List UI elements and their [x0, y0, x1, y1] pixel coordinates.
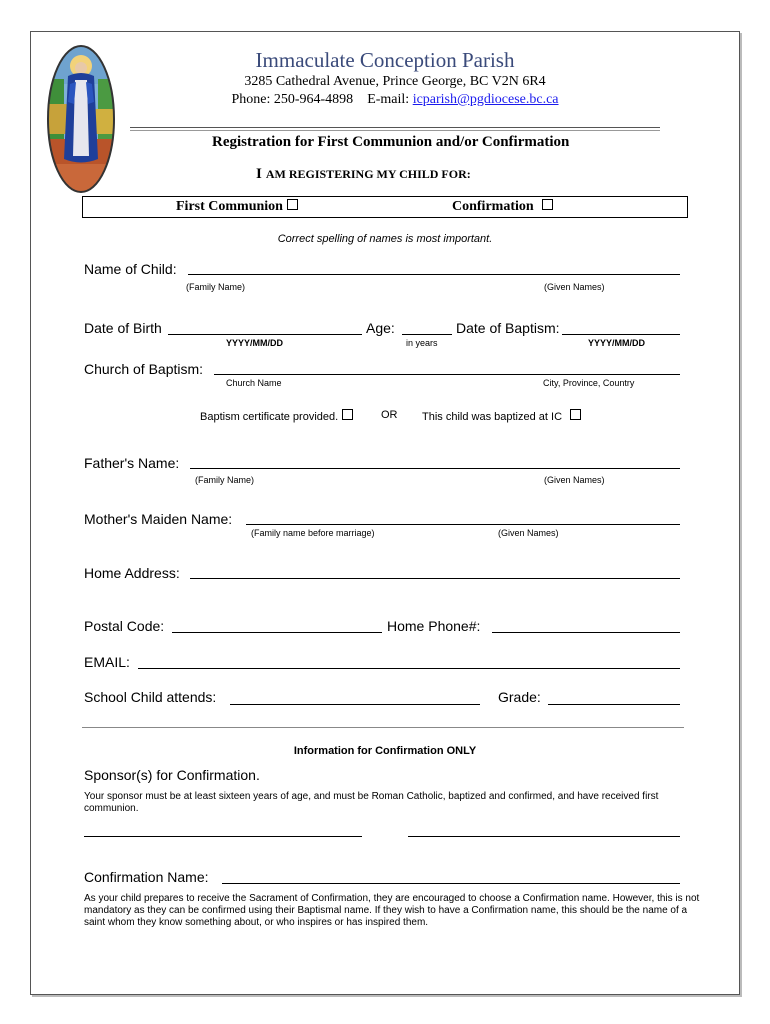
home-address-field[interactable]: [190, 578, 680, 579]
father-name-label: Father's Name:: [84, 455, 180, 471]
mother-name-label: Mother's Maiden Name:: [84, 511, 233, 527]
first-communion-checkbox[interactable]: [287, 199, 298, 210]
church-name-hint: Church Name: [226, 378, 282, 388]
email-link[interactable]: icparish@pgdiocese.bc.ca: [412, 92, 559, 107]
baptism-cert-label: Baptism certificate provided.: [200, 411, 339, 423]
first-communion-label: First Communion: [176, 199, 283, 214]
baptism-date-field[interactable]: [562, 334, 680, 335]
baptism-format-hint: YYYY/MM/DD: [588, 338, 646, 348]
father-given-hint: (Given Names): [544, 475, 605, 485]
confirmation-name-label: Confirmation Name:: [84, 869, 209, 885]
confirmation-name-field[interactable]: [222, 883, 680, 884]
church-place-hint: City, Province, Country: [543, 378, 635, 388]
home-phone-field[interactable]: [492, 632, 680, 633]
email-field[interactable]: [138, 668, 680, 669]
grade-label: Grade:: [498, 689, 541, 705]
email-label: E-mail:: [367, 92, 410, 107]
first-communion-option[interactable]: [176, 199, 298, 215]
options-box: [82, 196, 688, 218]
father-family-hint: (Family Name): [195, 475, 255, 485]
age-hint: in years: [406, 338, 438, 348]
church-field[interactable]: [214, 374, 680, 375]
home-phone-label: Home Phone#:: [387, 618, 481, 634]
baptized-ic-checkbox[interactable]: [570, 409, 581, 420]
sponsor-label: Sponsor(s) for Confirmation.: [84, 767, 260, 783]
parish-name: Immaculate Conception Parish: [255, 48, 515, 72]
school-field[interactable]: [230, 704, 480, 705]
dob-format-hint: YYYY/MM/DD: [226, 338, 284, 348]
dob-field[interactable]: [168, 334, 362, 335]
baptism-cert-option[interactable]: [200, 409, 353, 423]
section-rule: [82, 727, 684, 728]
spelling-note: Correct spelling of names is most important.: [277, 233, 493, 245]
child-name-field[interactable]: [188, 274, 680, 275]
sponsor-field-2[interactable]: [408, 836, 680, 837]
baptized-ic-label: This child was baptized at IC: [422, 411, 563, 423]
email-field-label: EMAIL:: [84, 654, 130, 670]
confirmation-heading: Information for Confirmation ONLY: [293, 745, 477, 757]
mother-given-hint: (Given Names): [498, 528, 559, 538]
sponsor-field-1[interactable]: [84, 836, 362, 837]
child-name-label: Name of Child:: [84, 261, 177, 277]
confirmation-name-text: As your child prepares to receive the Sacrament of Confirmation, they are encouraged to choose a Confirmation name. However, this is not mandatory as they can be confirmed using their Baptismal name. If they wish to have a Confirmation name, this should be the name of a saint whom they know something about, or who inspires or has inspired them.: [84, 893, 700, 928]
registering-rest: AM REGISTERING MY CHILD FOR:: [265, 167, 471, 181]
school-label: School Child attends:: [84, 689, 217, 705]
dob-label: Date of Birth: [84, 320, 162, 336]
child-given-hint: (Given Names): [544, 282, 605, 292]
baptism-cert-checkbox[interactable]: [342, 409, 353, 420]
confirmation-checkbox[interactable]: [542, 199, 553, 210]
baptism-date-label: Date of Baptism:: [456, 320, 560, 336]
child-family-hint: (Family Name): [186, 282, 246, 292]
mother-name-field[interactable]: [246, 524, 680, 525]
sponsor-text: Your sponsor must be at least sixteen years of age, and must be Roman Catholic, baptized and confirmed, and have received first communion.: [84, 791, 659, 814]
mother-family-hint: (Family name before marriage): [251, 528, 375, 538]
home-address-label: Home Address:: [84, 565, 180, 581]
postal-code-field[interactable]: [172, 632, 382, 633]
postal-code-label: Postal Code:: [84, 618, 165, 634]
baptized-ic-option[interactable]: [422, 409, 581, 423]
or-text: OR: [381, 409, 398, 421]
age-label: Age:: [366, 320, 395, 336]
parish-contact: [0, 92, 770, 108]
parish-address: 3285 Cathedral Avenue, Prince George, BC V2N 6R4: [244, 74, 546, 89]
church-label: Church of Baptism:: [84, 361, 204, 377]
phone-text: Phone: 250-964-4898: [231, 92, 354, 107]
confirmation-label: Confirmation: [452, 199, 534, 214]
header-rule: [130, 127, 660, 131]
form-title: Registration for First Communion and/or Confirmation: [212, 134, 570, 150]
age-field[interactable]: [402, 334, 452, 335]
registering-heading: [256, 165, 471, 183]
registering-lead: I: [256, 166, 262, 182]
confirmation-option[interactable]: [452, 199, 553, 215]
grade-field[interactable]: [548, 704, 680, 705]
father-name-field[interactable]: [190, 468, 680, 469]
